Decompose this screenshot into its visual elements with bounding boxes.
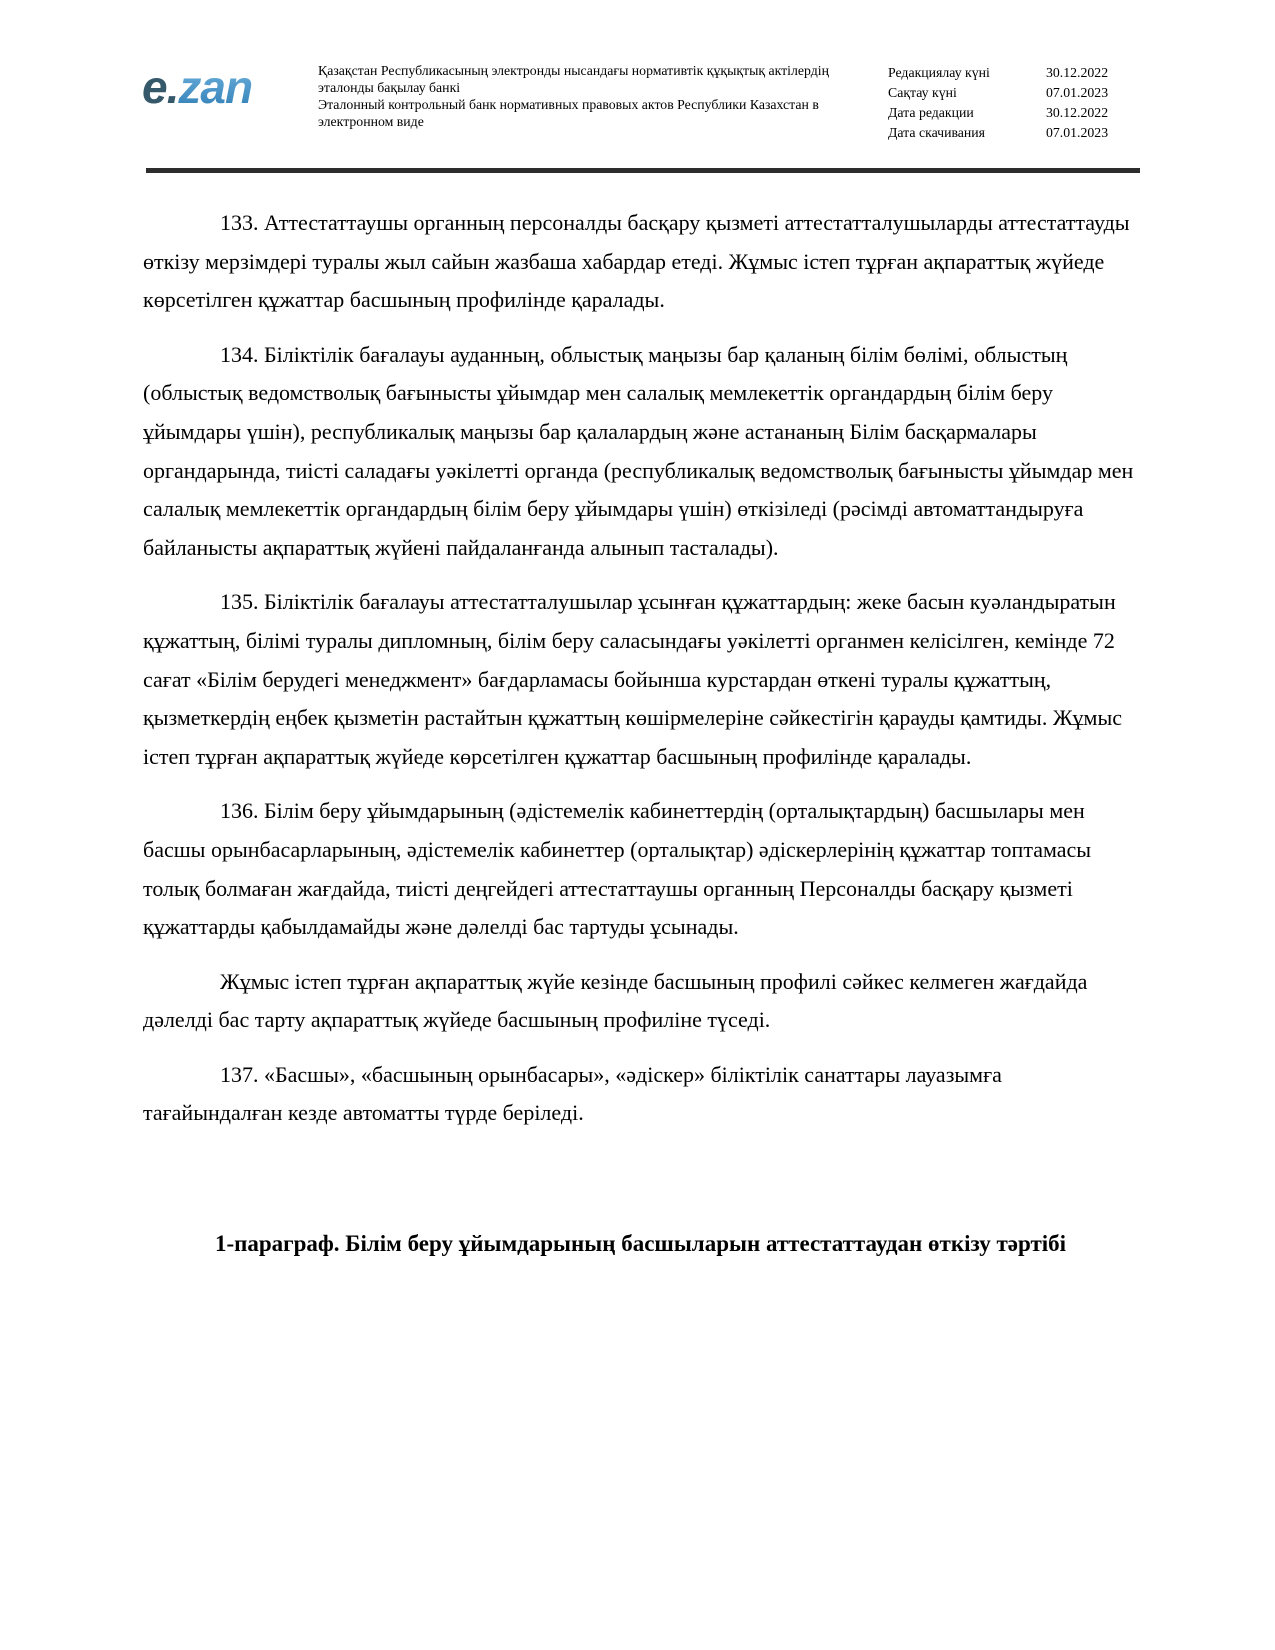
date-value: 07.01.2023	[1046, 85, 1109, 100]
document-body	[143, 204, 1138, 1267]
section-heading: 1-параграф. Білім беру ұйымдарының басшыларын аттестаттаудан өткізу тәртібі	[214, 1231, 1067, 1257]
paragraph-133: 133. Аттестаттаушы органның персоналды басқару қызметі аттестатталушыларды аттестаттауды өткізу мерзімдері туралы жыл сайын жазбаша хабардар етеді. Жұмыс істеп тұрған ақпараттық жүйеде көрсетілген құжаттар басшының профилінде қаралады.	[143, 210, 1130, 313]
bank-title	[318, 62, 872, 130]
paragraph-137: 137. «Басшы», «басшының орынбасары», «әдіскер» біліктілік санаттары лауазымға тағайындалған кезде автоматты түрде беріледі.	[143, 1061, 1002, 1126]
letterhead-divider	[146, 168, 1140, 173]
date-row-download-ru	[888, 123, 1172, 143]
bank-title-kk: Қазақстан Республикасының электронды нысандағы нормативтік құқықтық актілердің эталонды бақылау банкі	[318, 63, 829, 95]
date-value: 07.01.2023	[1046, 125, 1109, 140]
date-label: Дата скачивания	[888, 125, 986, 140]
date-value: 30.12.2022	[1046, 105, 1109, 120]
date-label: Редакциялау күні	[888, 65, 990, 80]
date-row-edit-kk	[888, 63, 1172, 83]
paragraph-136-continuation: Жұмыс істеп тұрған ақпараттық жүйе кезінде басшының профилі сәйкес келмеген жағдайда дәлелді бас тарту ақпараттық жүйеде басшының профиліне түседі.	[143, 968, 1088, 1033]
ezan-logo	[142, 61, 253, 113]
paragraph-135: 135. Біліктілік бағалауы аттестатталушылар ұсынған құжаттардың: жеке басын куәландыратын құжаттың, білімі туралы дипломның, білім беру саласындағы уәкілетті органмен келісілген, кемінде 72 сағат «Білім берудегі менеджмент» бағдарламасы бойынша курстардан өткені туралы құжаттың, қызметкердің еңбек қызметін растайтын құжаттың көшірмелеріне сәйкестігін қарауды қамтиды. Жұмыс істеп тұрған ақпараттық жүйеде көрсетілген құжаттар басшының профилінде қаралады.	[143, 589, 1123, 769]
date-label: Дата редакции	[888, 105, 974, 120]
date-label: Сақтау күні	[888, 85, 957, 100]
date-row-save-kk	[888, 83, 1172, 103]
paragraph-136: 136. Білім беру ұйымдарының (әдістемелік кабинеттердің (орталықтардың) басшылары мен басшы орынбасарларының, әдістемелік кабинеттер (орталықтар) әдіскерлерінің құжаттар топтамасы толық болмаған жағдайда, тиісті деңгейдегі аттестаттаушы органның Персоналды басқару қызметі құжаттарды қабылдамайды және дәлелді бас тартуды ұсынады.	[143, 798, 1092, 940]
paragraph-134: 134. Біліктілік бағалауы ауданның, облыстық маңызы бар қаланың білім бөлімі, облыстың (облыстық ведомстволық бағынысты ұйымдар мен салалық мемлекеттік органдардың білім беру ұйымдары үшін), республикалық маңызы бар қалалардың және астананың Білім басқармалары органдарында, тиісті саладағы уәкілетті органда (республикалық ведомстволық бағынысты ұйымдар мен салалық мемлекеттік органдардың білім беру ұйымдары үшін) өткізіледі (рәсімді автоматтандыруға байланысты ақпараттық жүйені пайдаланғанда алынып тасталады).	[143, 341, 1134, 560]
date-row-edit-ru	[888, 103, 1172, 123]
ezan-logo-prefix: e.	[142, 61, 179, 113]
bank-title-ru: Эталонный контрольный банк нормативных правовых актов Республики Казахстан в электронном виде	[318, 97, 819, 129]
document-dates	[888, 63, 1172, 143]
ezan-logo-suffix: zan	[178, 61, 253, 113]
date-value: 30.12.2022	[1046, 65, 1109, 80]
